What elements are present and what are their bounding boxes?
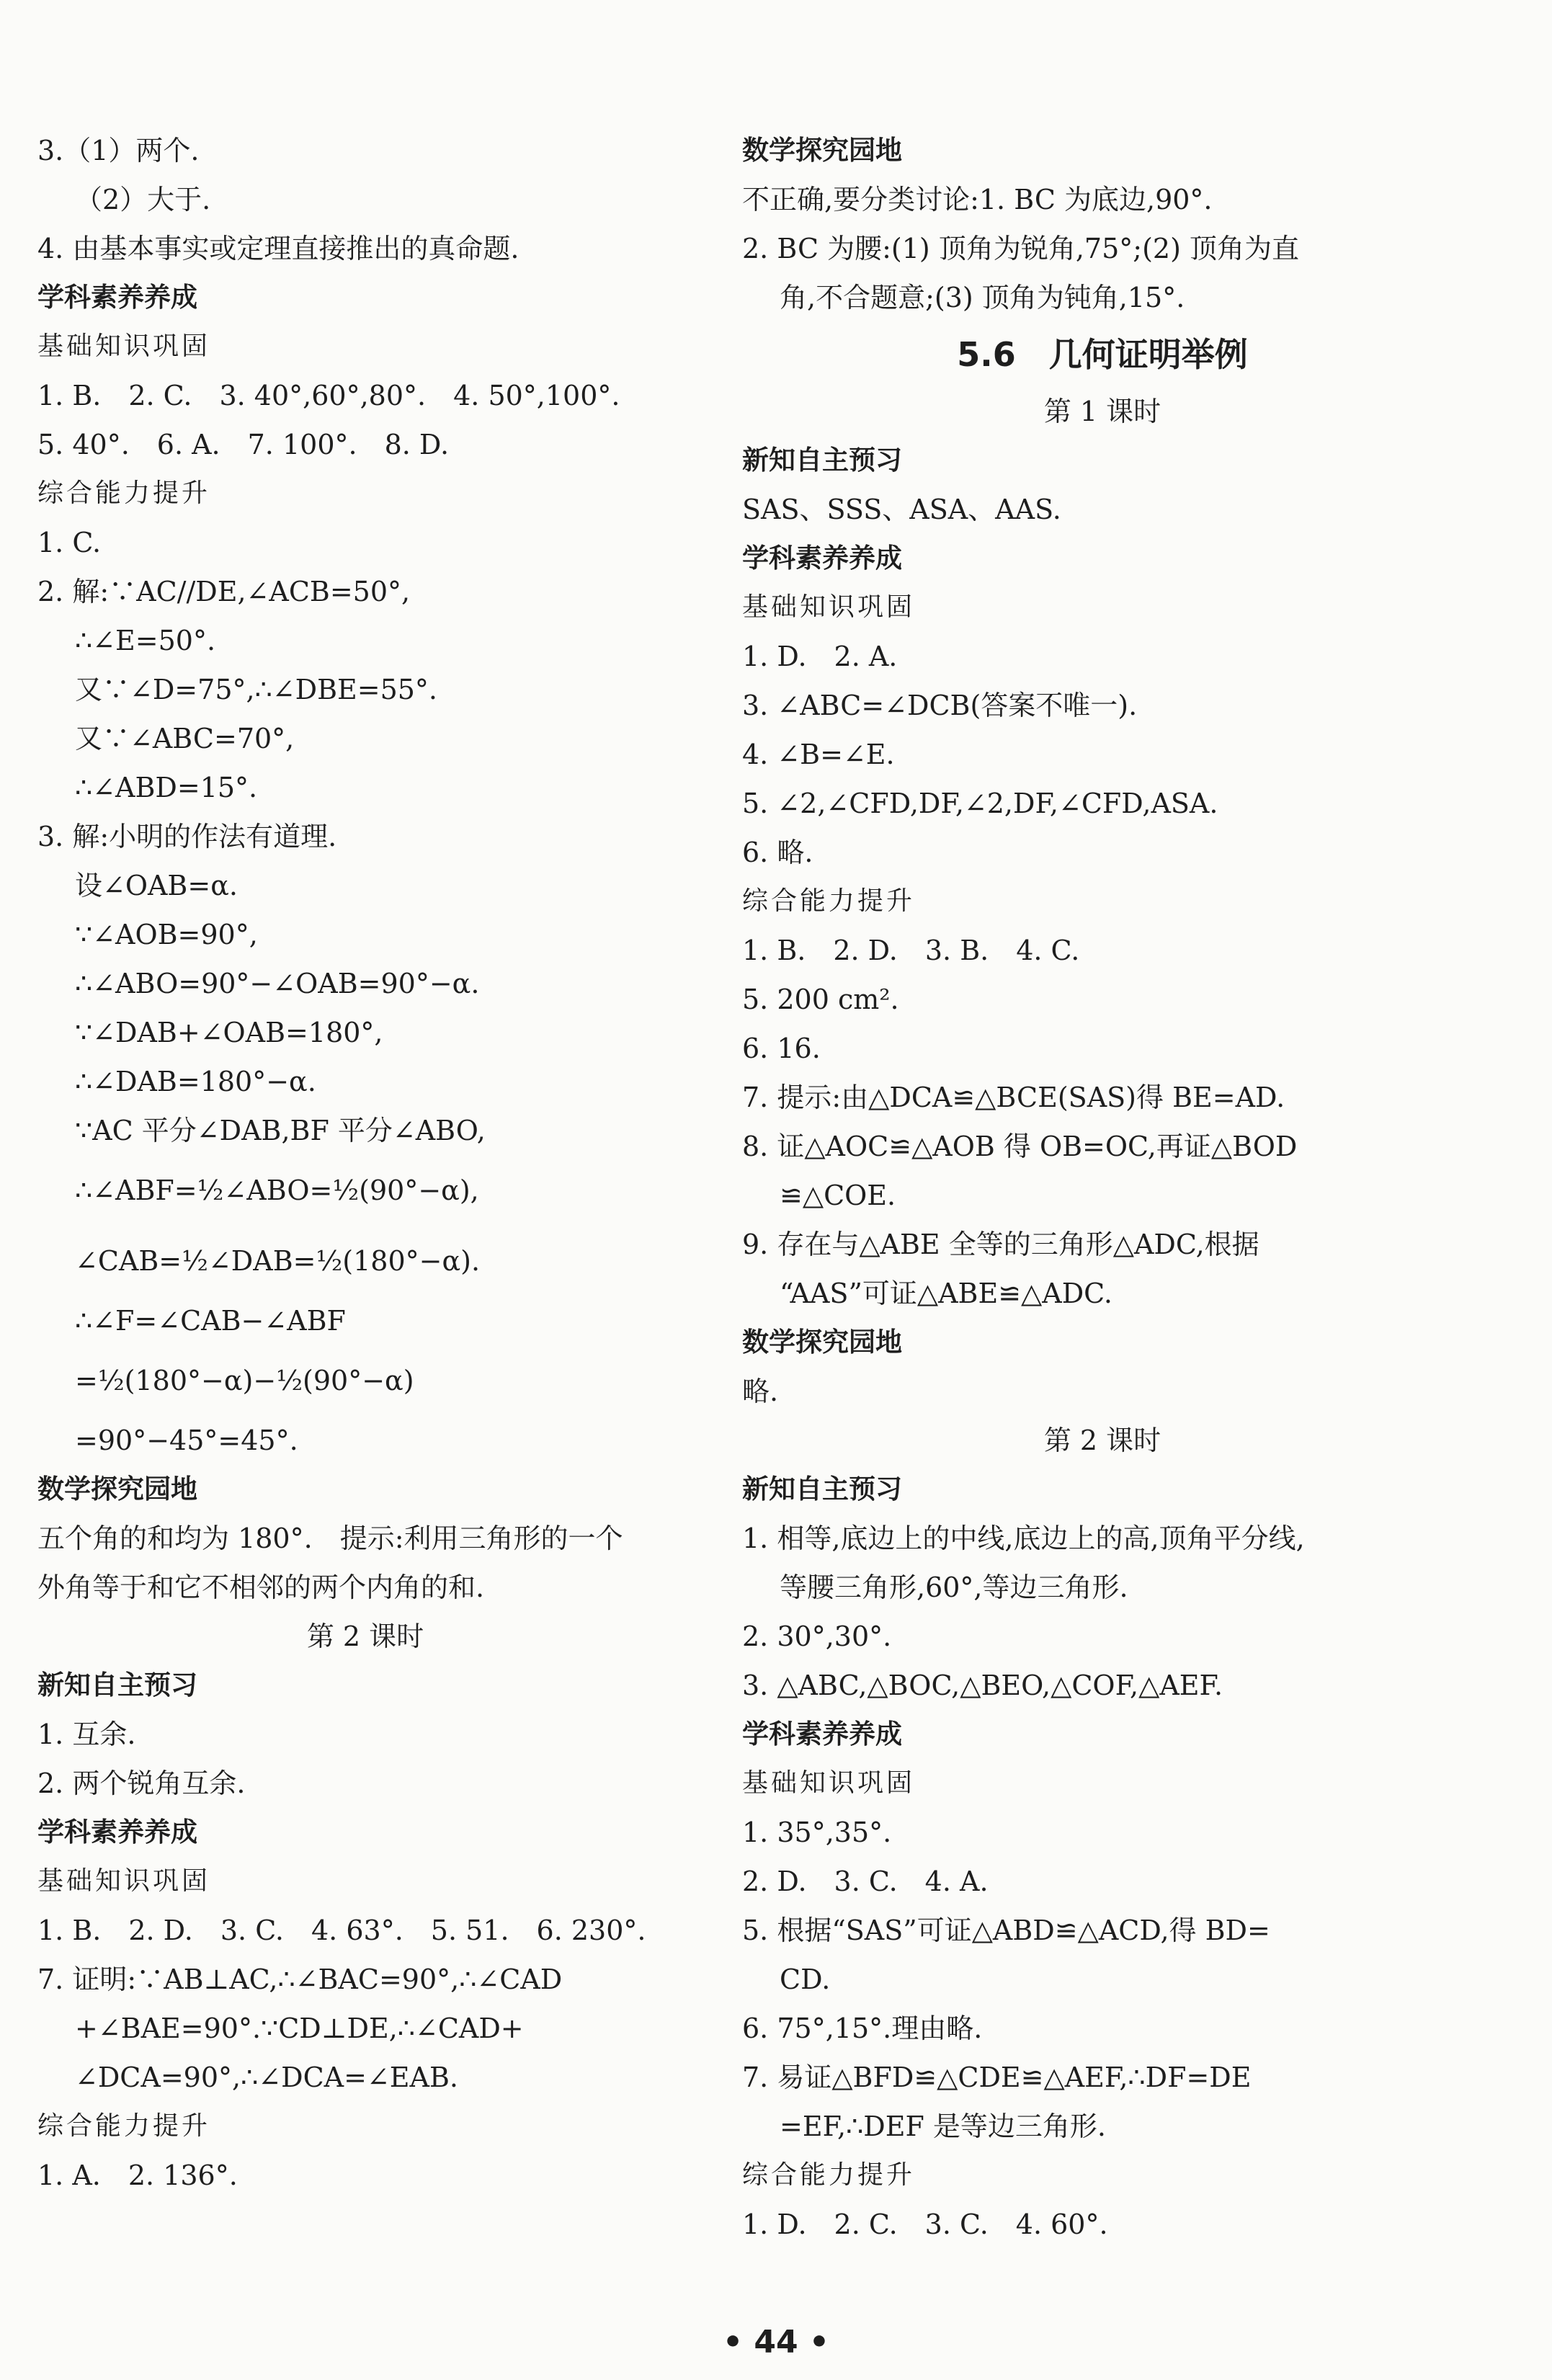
lesson-heading: 第 2 课时: [306, 1621, 424, 1652]
answer-line: 9. 存在与△ABE 全等的三角形△ADC,根据: [742, 1229, 1259, 1260]
section-heading: 新知自主预习: [37, 1670, 197, 1701]
answer-line: 7. 证明:∵AB⊥AC,∴∠BAC=90°,∴∠CAD: [37, 1964, 563, 1995]
answer-line: SAS、SSS、ASA、AAS.: [742, 494, 1061, 525]
answer-line: （2）大于.: [75, 184, 211, 215]
subsection-label: 基础知识巩固: [742, 592, 916, 622]
answer-line: 又∵∠ABC=70°,: [75, 723, 295, 754]
answer-line: 1. B. 2. C. 3. 40°,60°,80°. 4. 50°,100°.: [37, 380, 620, 411]
answer-line: 5. 根据“SAS”可证△ABD≌△ACD,得 BD=: [742, 1915, 1270, 1946]
answer-line: 1. C.: [37, 527, 102, 558]
answer-line: 6. 75°,15°.理由略.: [742, 2013, 983, 2044]
section-heading: 学科素养养成: [37, 282, 197, 313]
answer-line: 又∵∠D=75°,∴∠DBE=55°.: [75, 674, 437, 705]
answer-line: 6. 16.: [742, 1033, 821, 1064]
answer-line: ∵∠DAB+∠OAB=180°,: [75, 1017, 383, 1048]
subsection-label: 综合能力提升: [37, 2111, 211, 2141]
answer-line: 等腰三角形,60°,等边三角形.: [780, 1572, 1128, 1603]
answer-line: 3.（1）两个.: [37, 135, 200, 166]
answer-line: 1. D. 2. A.: [742, 641, 898, 672]
answer-line: ∴∠DAB=180°−α.: [75, 1066, 316, 1097]
subsection-label: 综合能力提升: [37, 478, 211, 508]
answer-line: 4. ∠B=∠E.: [742, 739, 895, 770]
answer-line: ∠DCA=90°,∴∠DCA=∠EAB.: [75, 2062, 458, 2093]
answer-line: ∴∠ABD=15°.: [75, 772, 258, 803]
answer-line: 设∠OAB=α.: [75, 870, 238, 901]
subsection-label: 基础知识巩固: [37, 331, 211, 361]
answer-line: 1. B. 2. D. 3. B. 4. C.: [742, 935, 1080, 966]
subsection-label: 综合能力提升: [742, 2160, 916, 2190]
answer-line: ∴∠ABF=½∠ABO=½(90°−α),: [75, 1175, 479, 1206]
answer-line: 4. 由基本事实或定理直接推出的真命题.: [37, 233, 519, 264]
answer-line: 2. BC 为腰:(1) 顶角为锐角,75°;(2) 顶角为直: [742, 233, 1299, 264]
answer-line: ∵AC 平分∠DAB,BF 平分∠ABO,: [75, 1115, 486, 1146]
answer-line: 1. A. 2. 136°.: [37, 2160, 238, 2191]
subsection-label: 综合能力提升: [742, 886, 916, 916]
answer-line: ∵∠AOB=90°,: [75, 919, 258, 950]
answer-line: CD.: [780, 1964, 831, 1995]
section-heading: 学科素养养成: [742, 543, 902, 574]
right-column: [742, 126, 1463, 2249]
answer-line: 5. 40°. 6. A. 7. 100°. 8. D.: [37, 429, 450, 460]
lesson-heading: 第 2 课时: [1043, 1425, 1161, 1456]
answer-line: 6. 略.: [742, 837, 813, 868]
answer-line: 3. ∠ABC=∠DCB(答案不唯一).: [742, 690, 1138, 721]
answer-line: 1. 互余.: [37, 1719, 136, 1750]
section-heading: 数学探究园地: [742, 1327, 902, 1358]
lesson-heading: 第 1 课时: [1043, 396, 1161, 427]
left-column: [37, 126, 693, 2200]
answer-line: +∠BAE=90°.∵CD⊥DE,∴∠CAD+: [75, 2013, 524, 2044]
answer-line: ∴∠ABO=90°−∠OAB=90°−α.: [75, 968, 480, 999]
section-heading: 新知自主预习: [742, 1474, 902, 1505]
answer-line: 3. 解:小明的作法有道理.: [37, 821, 337, 852]
answer-line: 1. B. 2. D. 3. C. 4. 63°. 5. 51. 6. 230°.: [37, 1915, 646, 1946]
answer-line: ≌△COE.: [780, 1180, 896, 1211]
answer-line: 略.: [742, 1376, 779, 1407]
answer-line: 五个角的和均为 180°. 提示:利用三角形的一个: [37, 1523, 623, 1554]
answer-line: ∠CAB=½∠DAB=½(180°−α).: [75, 1245, 481, 1277]
section-heading: 数学探究园地: [742, 135, 902, 166]
answer-line: 3. △ABC,△BOC,△BEO,△COF,△AEF.: [742, 1670, 1223, 1701]
answer-line: 2. 解:∵AC//DE,∠ACB=50°,: [37, 576, 411, 607]
answer-line: 外角等于和它不相邻的两个内角的和.: [37, 1572, 485, 1603]
subsection-label: 基础知识巩固: [742, 1768, 916, 1798]
answer-line: 7. 提示:由△DCA≌△BCE(SAS)得 BE=AD.: [742, 1082, 1285, 1113]
answer-line: 2. 30°,30°.: [742, 1621, 892, 1652]
answer-line: 5. ∠2,∠CFD,DF,∠2,DF,∠CFD,ASA.: [742, 788, 1218, 819]
section-heading: 数学探究园地: [37, 1474, 197, 1505]
page-number: • 44 •: [722, 2324, 830, 2361]
section-heading: 学科素养养成: [742, 1719, 902, 1750]
answer-line: 1. D. 2. C. 3. C. 4. 60°.: [742, 2209, 1108, 2240]
answer-line: 角,不合题意;(3) 顶角为钝角,15°.: [780, 282, 1185, 313]
section-heading: 学科素养养成: [37, 1817, 197, 1848]
answer-line: 1. 35°,35°.: [742, 1817, 892, 1848]
answer-line: =EF,∴DEF 是等边三角形.: [780, 2111, 1107, 2142]
chapter-title: 5.6 几何证明举例: [957, 335, 1248, 374]
answer-line: “AAS”可证△ABE≌△ADC.: [780, 1278, 1112, 1309]
answer-line: 2. 两个锐角互余.: [37, 1768, 246, 1799]
answer-line: =½(180°−α)−½(90°−α): [75, 1365, 414, 1396]
answer-line: 2. D. 3. C. 4. A.: [742, 1866, 989, 1897]
answer-line: 1. 相等,底边上的中线,底边上的高,顶角平分线,: [742, 1523, 1305, 1554]
answer-line: 8. 证△AOC≌△AOB 得 OB=OC,再证△BOD: [742, 1131, 1298, 1162]
answer-line: =90°−45°=45°.: [75, 1425, 298, 1456]
answer-line: 不正确,要分类讨论:1. BC 为底边,90°.: [742, 184, 1213, 215]
answer-line: 5. 200 cm².: [742, 984, 899, 1015]
answer-line: ∴∠E=50°.: [75, 625, 216, 656]
answer-line: 7. 易证△BFD≌△CDE≌△AEF,∴DF=DE: [742, 2062, 1252, 2093]
subsection-label: 基础知识巩固: [37, 1866, 211, 1896]
section-heading: 新知自主预习: [742, 445, 902, 476]
answer-line: ∴∠F=∠CAB−∠ABF: [75, 1305, 346, 1337]
